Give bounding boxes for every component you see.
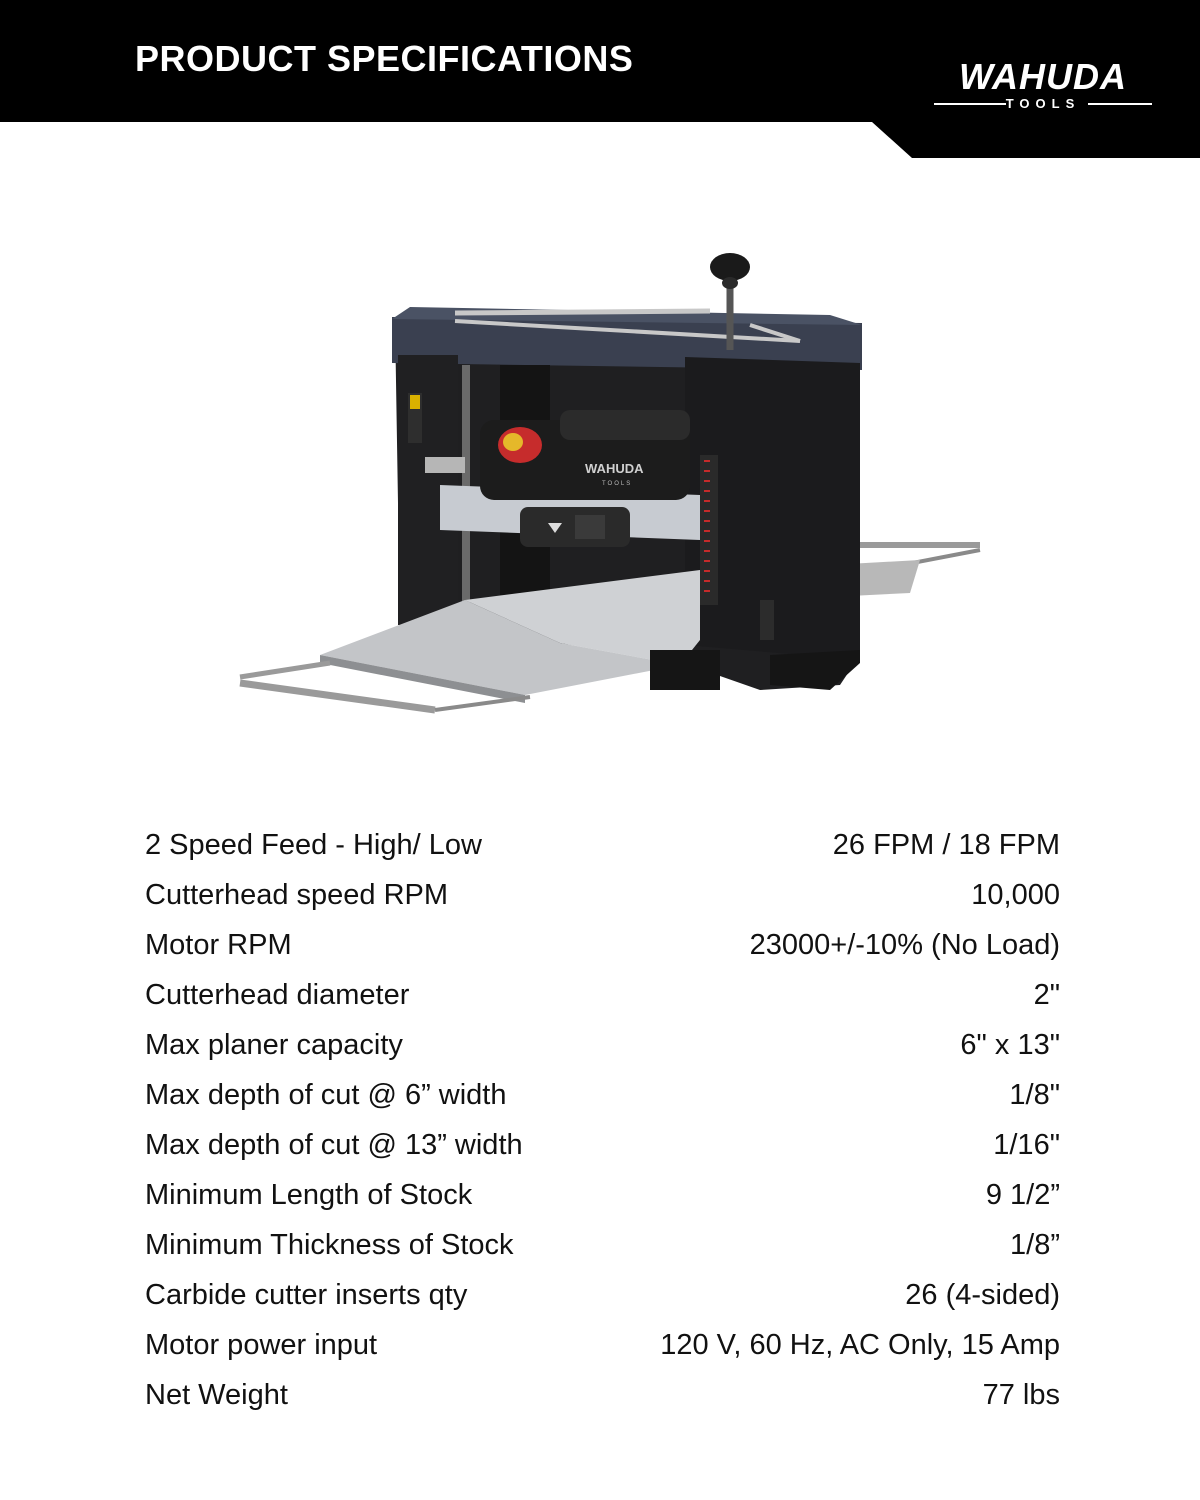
spec-row	[145, 1320, 1060, 1370]
spec-label: Motor power input	[145, 1328, 378, 1361]
spec-label: Minimum Length of Stock	[145, 1178, 473, 1211]
spec-value: 2"	[1033, 978, 1060, 1011]
spec-label: Carbide cutter inserts qty	[145, 1278, 468, 1311]
spec-value: 23000+/-10% (No Load)	[749, 928, 1060, 961]
spec-label: Cutterhead speed RPM	[145, 878, 449, 911]
spec-value: 1/16"	[993, 1128, 1060, 1161]
spec-row	[145, 1070, 1060, 1120]
product-image-planer	[230, 245, 990, 735]
spec-row	[145, 1220, 1060, 1270]
brand-logo	[930, 58, 1156, 114]
spec-value: 1/8”	[1010, 1228, 1060, 1261]
spec-row	[145, 1120, 1060, 1170]
spec-value: 1/8"	[1009, 1078, 1060, 1111]
spec-value: 9 1/2”	[985, 1178, 1060, 1211]
spec-label: Motor RPM	[145, 928, 292, 961]
spec-row	[145, 970, 1060, 1020]
spec-row	[145, 870, 1060, 920]
logo-subtext: TOOLS	[1005, 96, 1081, 111]
spec-value: 6" x 13"	[960, 1028, 1060, 1061]
spec-row	[145, 1020, 1060, 1070]
spec-label: Cutterhead diameter	[145, 978, 410, 1011]
spec-value: 10,000	[971, 878, 1060, 911]
spec-row	[145, 1370, 1060, 1420]
spec-label: Net Weight	[145, 1378, 288, 1411]
spec-value: 77 lbs	[982, 1378, 1060, 1411]
spec-value: 26 (4-sided)	[905, 1278, 1060, 1311]
logo-subtext-row	[930, 96, 1156, 112]
header-bar	[0, 0, 1200, 160]
spec-label: Minimum Thickness of Stock	[145, 1228, 514, 1261]
spec-label: 2 Speed Feed - High/ Low	[145, 828, 482, 861]
spec-value: 26 FPM / 18 FPM	[832, 828, 1060, 861]
logo-rule-right	[1088, 103, 1152, 105]
planer-illustration	[230, 245, 990, 735]
spec-row	[145, 1170, 1060, 1220]
machine-brand-label: WAHUDA	[585, 461, 644, 476]
spec-row	[145, 820, 1060, 870]
spec-row	[145, 1270, 1060, 1320]
logo-wordmark: WAHUDA	[959, 56, 1127, 97]
spec-value: 120 V, 60 Hz, AC Only, 15 Amp	[660, 1328, 1060, 1361]
spec-table	[145, 820, 1060, 1420]
machine-brand-sublabel: TOOLS	[602, 481, 633, 487]
spec-label: Max planer capacity	[145, 1028, 403, 1061]
page-title: PRODUCT SPECIFICATIONS	[135, 38, 634, 79]
spec-label: Max depth of cut @ 13” width	[145, 1128, 523, 1161]
spec-label: Max depth of cut @ 6” width	[145, 1078, 507, 1111]
spec-row	[145, 920, 1060, 970]
